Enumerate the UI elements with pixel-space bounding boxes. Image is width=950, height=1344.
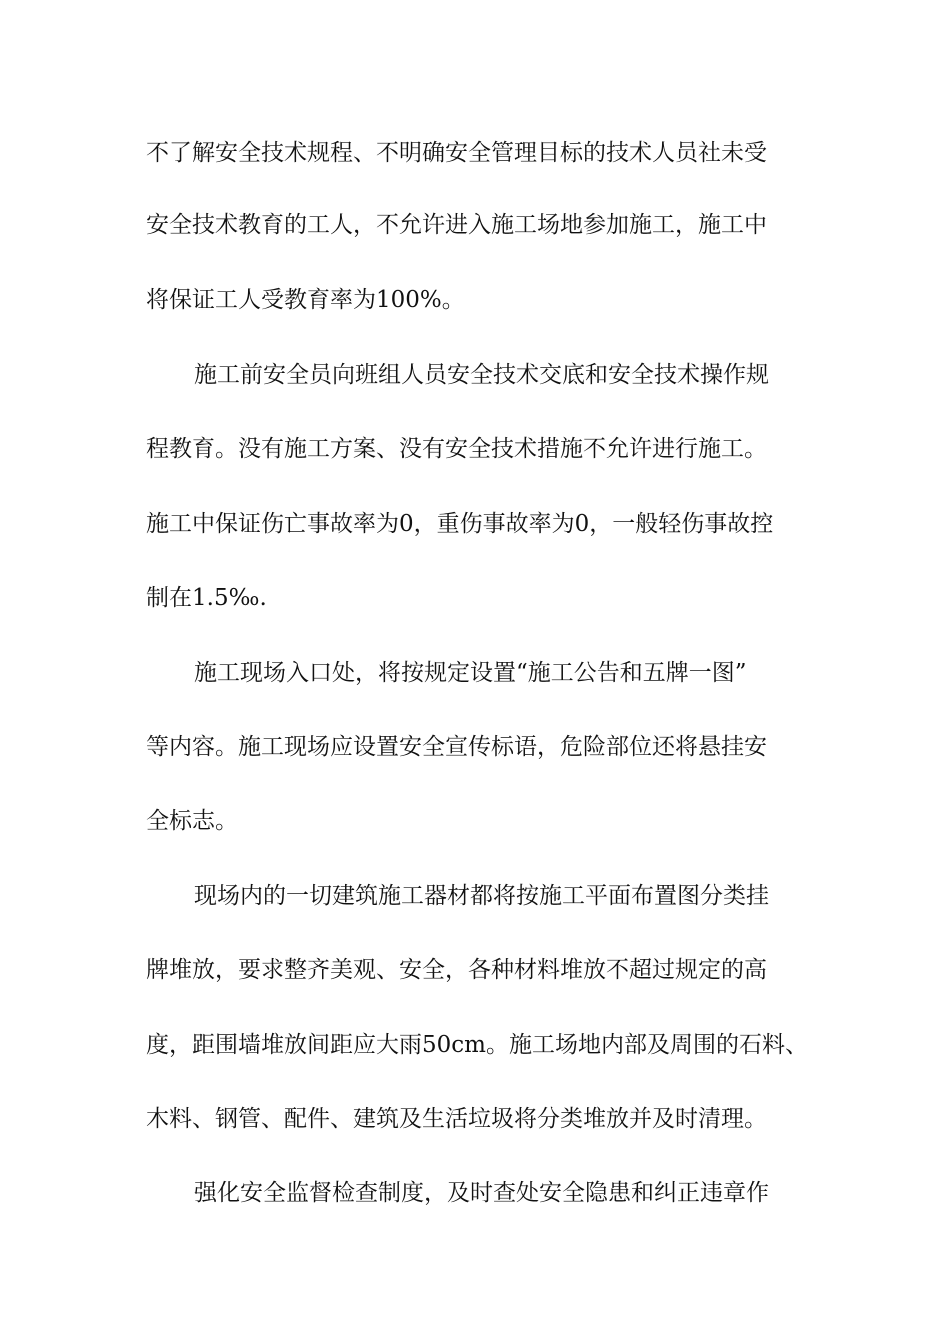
text-line: 牌堆放，要求整齐美观、安全，各种材料堆放不超过规定的高 [146,957,767,983]
text-line: 全标志。 [146,808,238,834]
text-line: 木料、钢管、配件、建筑及生活垃圾将分类堆放并及时清理。 [146,1106,767,1132]
text-line: 等内容。施工现场应设置安全宣传标语，危险部位还将悬挂安 [146,734,767,760]
text-line: 度，距围墙堆放间距应大雨50cm。施工场地内部及周围的石料、 [146,1032,808,1058]
paragraph-start-line: 施工现场入口处，将按规定设置“施工公告和五牌一图” [194,660,747,686]
text-line: 程教育。没有施工方案、没有安全技术措施不允许进行施工。 [146,436,767,462]
text-line: 施工中保证伤亡事故率为0，重伤事故率为0，一般轻伤事故控 [146,511,774,537]
text-line: 不了解安全技术规程、不明确安全管理目标的技术人员社未受 [146,140,767,166]
paragraph-start-line: 现场内的一切建筑施工器材都将按施工平面布置图分类挂 [194,883,769,909]
paragraph-start-line: 施工前安全员向班组人员安全技术交底和安全技术操作规 [194,362,769,388]
text-line: 将保证工人受教育率为100%。 [146,287,465,313]
text-line: 制在1.5‰. [146,585,267,611]
paragraph-start-line: 强化安全监督检查制度，及时查处安全隐患和纠正违章作 [194,1180,769,1206]
text-line: 安全技术教育的工人，不允许进入施工场地参加施工，施工中 [146,212,767,238]
